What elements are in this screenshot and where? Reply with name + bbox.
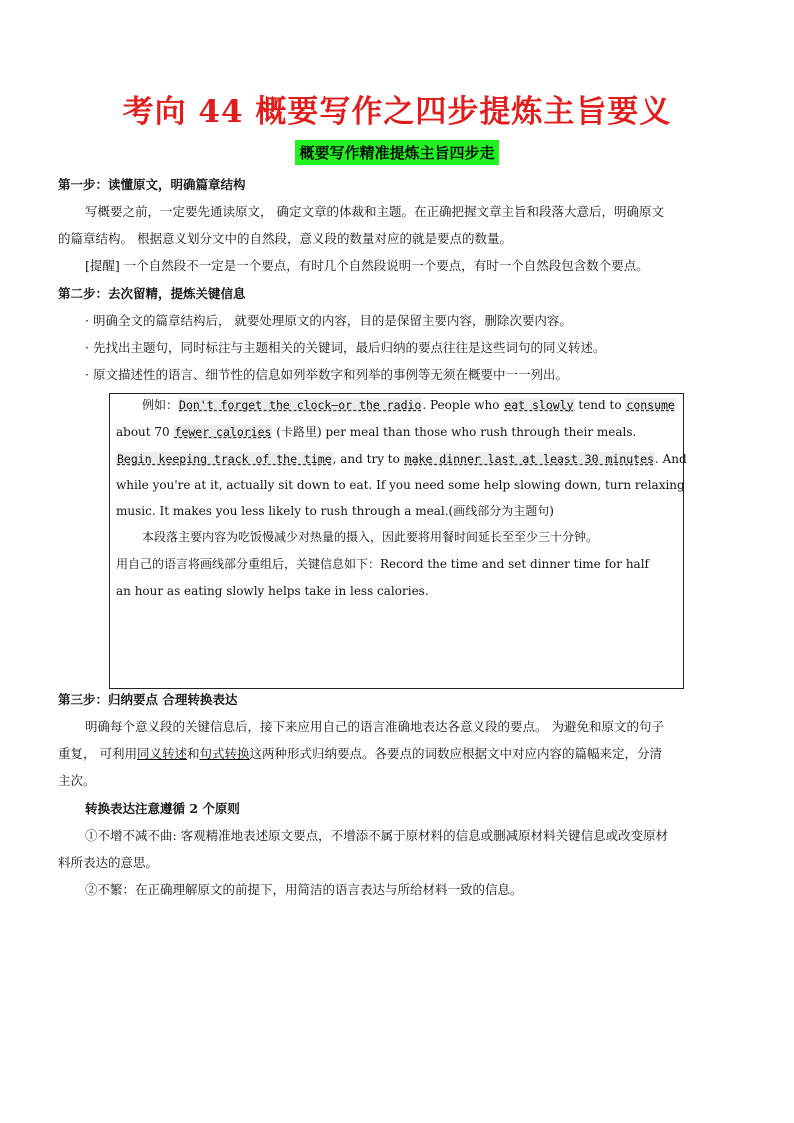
example-text: tend to: [574, 398, 626, 412]
page-title: 考向 44 概要写作之四步提炼主旨要义: [122, 94, 672, 130]
rules-heading: 转换表达注意遵循 2 个原则: [85, 801, 240, 816]
example-text: . People who: [422, 398, 504, 412]
example-line-1: [142, 396, 676, 414]
step3-heading: 第三步：归纳要点 合理转换表达: [58, 692, 238, 707]
step3-text: 重复， 可利用: [58, 746, 137, 761]
example-text: , and try to: [332, 452, 404, 466]
example-text: about 70: [116, 425, 174, 439]
keyword-fewer-calories: fewer calories: [174, 425, 272, 439]
example-text: . And: [654, 452, 687, 466]
keyword-consume: consume: [626, 398, 675, 412]
example-line-4: while you're at it, actually sit down to eat. If you need some help slowing down, turn relaxing: [116, 478, 685, 492]
keyword-clock-radio: Don't forget the clock—or the radio: [179, 398, 422, 412]
example-analysis-line-3: an hour as eating slowly helps take in less calories.: [116, 584, 429, 598]
example-line-2: [116, 423, 636, 441]
rule-1-line2: 料所表达的意思。: [58, 855, 159, 870]
sentence-transform-term: 句式转换: [199, 746, 250, 761]
topic-sentence-dinner-last: make dinner last at least 30 minutes: [404, 452, 654, 466]
example-text: (卡路里) per meal than those who rush through their meals.: [272, 425, 637, 439]
example-prefix: 例如：: [142, 398, 179, 412]
step1-paragraph-line1: 写概要之前，一定要先通读原文， 确定文章的体裁和主题。在正确把握文章主旨和段落大意后，明确原文: [85, 204, 664, 219]
step3-text: 和: [187, 746, 200, 761]
subtitle-wrap: [0, 140, 794, 165]
step2-heading: 第二步：去次留精，提炼关键信息: [58, 286, 246, 301]
example-line-5: music. It makes you less likely to rush through a meal.(画线部分为主题句): [116, 504, 554, 518]
step2-bullet-1: · 明确全文的篇章结构后， 就要处理原文的内容，目的是保留主要内容，删除次要内容。: [85, 313, 572, 328]
step2-bullet-2: · 先找出主题句，同时标注与主题相关的关键词，最后归纳的要点往往是这些词句的同义转述。: [85, 340, 606, 355]
keyword-eat-slowly: eat slowly: [504, 398, 574, 412]
step1-paragraph-line2: 的篇章结构。 根据意义划分文中的自然段，意义段的数量对应的就是要点的数量。: [58, 231, 512, 246]
topic-sentence-keep-track: Begin keeping track of the time: [117, 452, 332, 466]
example-box: [109, 393, 687, 689]
example-analysis-line-2: 用自己的语言将画线部分重组后，关键信息如下：Record the time and set dinner time for half: [116, 557, 649, 571]
step1-heading: 第一步：读懂原文，明确篇章结构: [58, 177, 246, 192]
step3-paragraph-line2: [58, 745, 662, 763]
step2-bullet-3: · 原文描述性的语言、细节性的信息如列举数字和列举的事例等无须在概要中一一列出。: [85, 367, 568, 382]
rule-2: ②不繁：在正确理解原文的前提下，用简洁的语言表达与所给材料一致的信息。: [85, 882, 523, 897]
rule-1-line1: ①不增不减不曲: 客观精准地表述原文要点，不增添不属于原材料的信息或删减原材料关键信息或改变原材: [85, 828, 669, 843]
step1-tip: [提醒] 一个自然段不一定是一个要点，有时几个自然段说明一个要点，有时一个自然段包含数个要点。: [85, 258, 649, 273]
step3-paragraph-line3: 主次。: [58, 773, 96, 788]
page-subtitle: 概要写作精准提炼主旨四步走: [295, 140, 498, 165]
example-line-3: [116, 450, 687, 468]
example-analysis-line-1: 本段落主要内容为吃饭慢减少对热量的摄入，因此要将用餐时间延长至至少三十分钟。: [142, 530, 599, 544]
synonym-paraphrase-term: 同义转述: [136, 746, 187, 761]
step3-text: 这两种形式归纳要点。各要点的词数应根据文中对应内容的篇幅来定，分清: [249, 746, 663, 761]
step3-paragraph-line1: 明确每个意义段的关键信息后，接下来应用自己的语言准确地表达各意义段的要点。 为避免和原文的句子: [85, 719, 664, 734]
